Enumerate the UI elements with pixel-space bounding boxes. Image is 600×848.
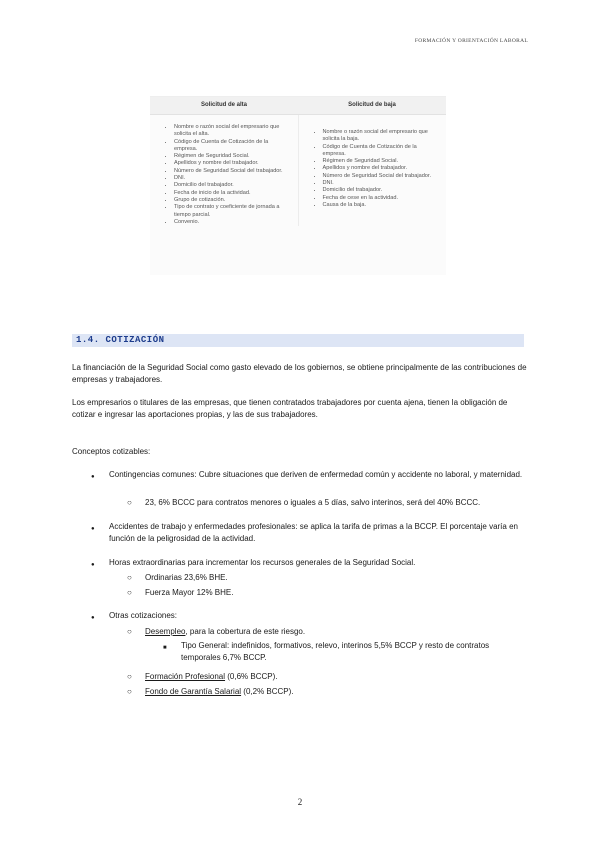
baja-item: • Fecha de cese en la actividad. — [323, 195, 439, 202]
desempleo-text: , para la cobertura de este riesgo. — [185, 627, 306, 636]
table-header-row — [150, 97, 446, 115]
bullet-circle: ○ — [127, 687, 132, 696]
baja-item: • DNI. — [323, 180, 439, 187]
concept-horas-fuerza-mayor: Fuerza Mayor 12% BHE. — [145, 588, 234, 597]
concept-contingencias: Contingencias comunes: Cubre situaciones que deriven de enfermedad común y accidente no laboral, y maternidad. — [109, 470, 523, 479]
alta-item: • Tipo de contrato y coeficiente de jornada a tiempo parcial. — [174, 204, 290, 219]
alta-item: • Nombre o razón social del empresario que solicita el alta. — [174, 124, 290, 139]
concepts-heading: Conceptos cotizables: — [72, 447, 151, 456]
bullet-square: ■ — [163, 645, 167, 651]
baja-item: • Nombre o razón social del empresario que solicita la baja. — [323, 129, 439, 144]
baja-item: • Causa de la baja. — [323, 202, 439, 209]
bullet-circle: ○ — [127, 498, 132, 507]
alta-item: • Domicilio del trabajador. — [174, 182, 290, 189]
bullet-circle: ○ — [127, 588, 132, 597]
alta-item: • Código de Cuenta de Cotización de la empresa. — [174, 139, 290, 154]
table-body — [150, 115, 446, 226]
baja-item: • Apellidos y nombre del trabajador. — [323, 165, 439, 172]
concept-otras: Otras cotizaciones: — [109, 611, 178, 620]
baja-column — [298, 115, 447, 226]
bullet-disc: ● — [91, 562, 95, 568]
running-header: FORMACIÓN Y ORIENTACIÓN LABORAL — [414, 38, 528, 44]
bullet-circle: ○ — [127, 627, 132, 636]
alta-item: • Número de Seguridad Social del trabajador. — [174, 168, 290, 175]
alta-column-header: Solicitud de alta — [200, 102, 247, 108]
page-number: 2 — [297, 797, 303, 807]
baja-item: • Número de Seguridad Social del trabajador. — [323, 173, 439, 180]
paragraph-empresarios: Los empresarios o titulares de las empresas, que tienen contratados trabajadores por cuenta ajena, tienen la obligación de cotizar e ingresar las aportaciones propias, y las de sus trabajadores. — [72, 398, 508, 419]
formacion-label: Formación Profesional — [145, 672, 226, 681]
concept-fondo-garantia — [145, 686, 525, 698]
baja-item: • Régimen de Seguridad Social. — [323, 158, 439, 165]
alta-item: • Fecha de inicio de la actividad. — [174, 190, 290, 197]
bullet-circle: ○ — [127, 672, 132, 681]
alta-list — [158, 124, 290, 226]
concept-tipo-general: Tipo General: indefinidos, formativos, relevo, interinos 5,5% BCCP y resto de contratos temporales 6,7% BCCP. — [181, 641, 490, 662]
alta-item: • Grupo de cotización. — [174, 197, 290, 204]
bullet-disc: ● — [91, 526, 95, 532]
baja-list — [307, 129, 439, 209]
alta-baja-table — [150, 96, 446, 275]
concept-formacion — [145, 671, 525, 683]
bullet-circle: ○ — [127, 573, 132, 582]
concept-accidentes: Accidentes de trabajo y enfermedades profesionales: se aplica la tarifa de primas a la BCCP. El porcentaje varía en función de la peligrosidad de la actividad. — [109, 522, 518, 543]
desempleo-label: Desempleo — [145, 627, 186, 636]
alta-column — [150, 115, 298, 226]
fondo-label: Fondo de Garantía Salarial — [145, 687, 242, 696]
alta-item: • Apellidos y nombre del trabajador. — [174, 160, 290, 167]
alta-item: • DNI. — [174, 175, 290, 182]
concept-desempleo — [145, 626, 525, 638]
formacion-text: (0,6% BCCP). — [225, 672, 278, 681]
bullet-disc: ● — [91, 615, 95, 621]
bullet-disc: ● — [91, 474, 95, 480]
alta-item: • Régimen de Seguridad Social. — [174, 153, 290, 160]
concept-horas-ordinarias: Ordinarias 23,6% BHE. — [145, 573, 228, 582]
baja-item: • Domicilio del trabajador. — [323, 187, 439, 194]
baja-item: • Código de Cuenta de Cotización de la empresa. — [323, 144, 439, 159]
concept-horas: Horas extraordinarias para incrementar los recursos generales de la Seguridad Social. — [109, 558, 416, 567]
concept-contingencias-rate: 23, 6% BCCC para contratos menores o iguales a 5 días, salvo interinos, será del 40% BCCC. — [145, 498, 481, 507]
alta-item: • Convenio. — [174, 219, 290, 226]
fondo-text: (0,2% BCCP). — [241, 687, 294, 696]
baja-column-header: Solicitud de baja — [348, 102, 396, 108]
section-title: 1.4. COTIZACIÓN — [76, 335, 165, 345]
paragraph-financiacion: La financiación de la Seguridad Social como gasto elevado de los gobiernos, se obtiene principalmente de las contribuciones de empresas y trabajadores. — [72, 363, 527, 384]
